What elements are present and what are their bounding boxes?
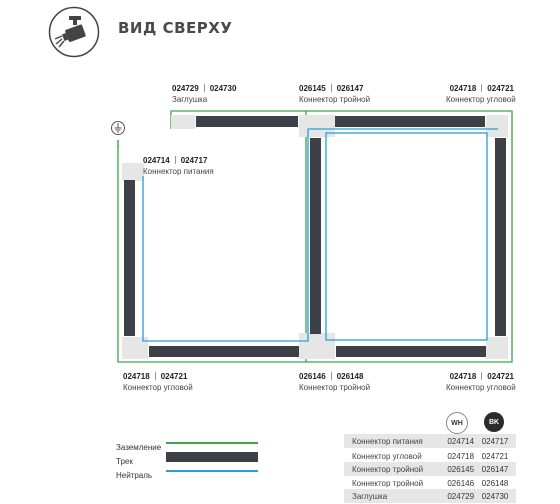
code: 024721 [487,372,514,381]
label-corner-top-right [446,84,514,104]
table-cell-wh: 024718 [447,451,475,461]
ground-symbol-icon [112,122,125,135]
page-title: ВИД СВЕРХУ [118,19,233,37]
label-name: Коннектор угловой [446,95,516,104]
corner-bottom-right [486,337,508,359]
code: 026146 [299,372,326,381]
table-row [344,489,516,503]
code: 024718 [449,84,477,93]
label-tee-top [299,84,370,104]
legend-neutral-swatch [166,470,258,472]
table-cell-wh: 024729 [447,491,475,501]
track-top-left [196,116,298,127]
table-cell-name: Коннектор питания [352,436,423,446]
code: 026148 [336,372,364,381]
legend-ground-swatch [166,442,258,444]
track-left [124,180,135,336]
corner-bottom-left [122,337,148,359]
track-top-right [335,116,485,127]
track-middle [310,138,321,334]
code: 026147 [336,84,364,93]
code: 024721 [160,372,188,381]
code: 024718 [123,372,150,381]
legend-item-neutral [116,465,161,479]
column-badge-bk: BK [484,412,504,432]
track-bottom-right [336,346,486,357]
endcap-top [171,115,195,129]
code: 024730 [209,84,237,93]
label-tee-bottom [299,372,370,392]
label-corner-bottom-left [123,372,193,392]
table-row [344,434,516,448]
track-right [495,138,506,336]
legend-track-swatch [166,452,258,462]
table-cell-bk: 026148 [481,478,509,488]
code: 026145 [299,84,326,93]
column-badge-wh: WH [446,412,468,434]
table-cell-name: Заглушка [352,491,388,501]
label-name: Коннектор питания [143,167,214,176]
legend-track-label: Трек [116,457,133,466]
table-cell-bk: 024721 [481,451,509,461]
label-name: Коннектор тройной [299,95,371,104]
power-connector [122,163,144,181]
legend-item-ground [116,437,161,451]
track-bottom-left [149,346,299,357]
table-cell-bk: 026147 [481,464,509,474]
code: 024717 [180,156,208,165]
legend-neutral-label: Нейтраль [116,471,153,480]
code: 024729 [172,84,199,93]
label-name: Коннектор тройной [299,383,371,392]
label-name: Заглушка [172,95,208,104]
label-name: Коннектор угловой [123,383,193,392]
label-endcap-top [172,84,236,104]
table-cell-wh: 026146 [447,478,475,488]
table-row [344,462,516,476]
tee-top [299,115,335,137]
table-row [344,476,516,490]
legend [116,437,161,479]
code: 024721 [487,84,514,93]
label-power [143,156,214,176]
code: 024714 [143,156,170,165]
label-corner-bottom-right [446,372,514,392]
tee-bottom [299,333,335,359]
table-cell-name: Коннектор тройной [352,464,424,474]
table-cell-name: Коннектор угловой [352,451,422,461]
code: 024718 [449,372,477,381]
table-cell-bk: 024717 [481,436,509,446]
legend-ground-label: Заземление [116,443,162,452]
table-cell-wh: 024714 [447,436,475,446]
table-row [344,449,516,463]
table-cell-name: Коннектор тройной [352,478,424,488]
table-cell-wh: 026145 [447,464,475,474]
track-segments [124,116,506,357]
corner-top-right [486,115,508,137]
table-cell-bk: 024730 [481,491,509,501]
label-name: Коннектор угловой [446,383,516,392]
legend-item-track [116,451,161,465]
